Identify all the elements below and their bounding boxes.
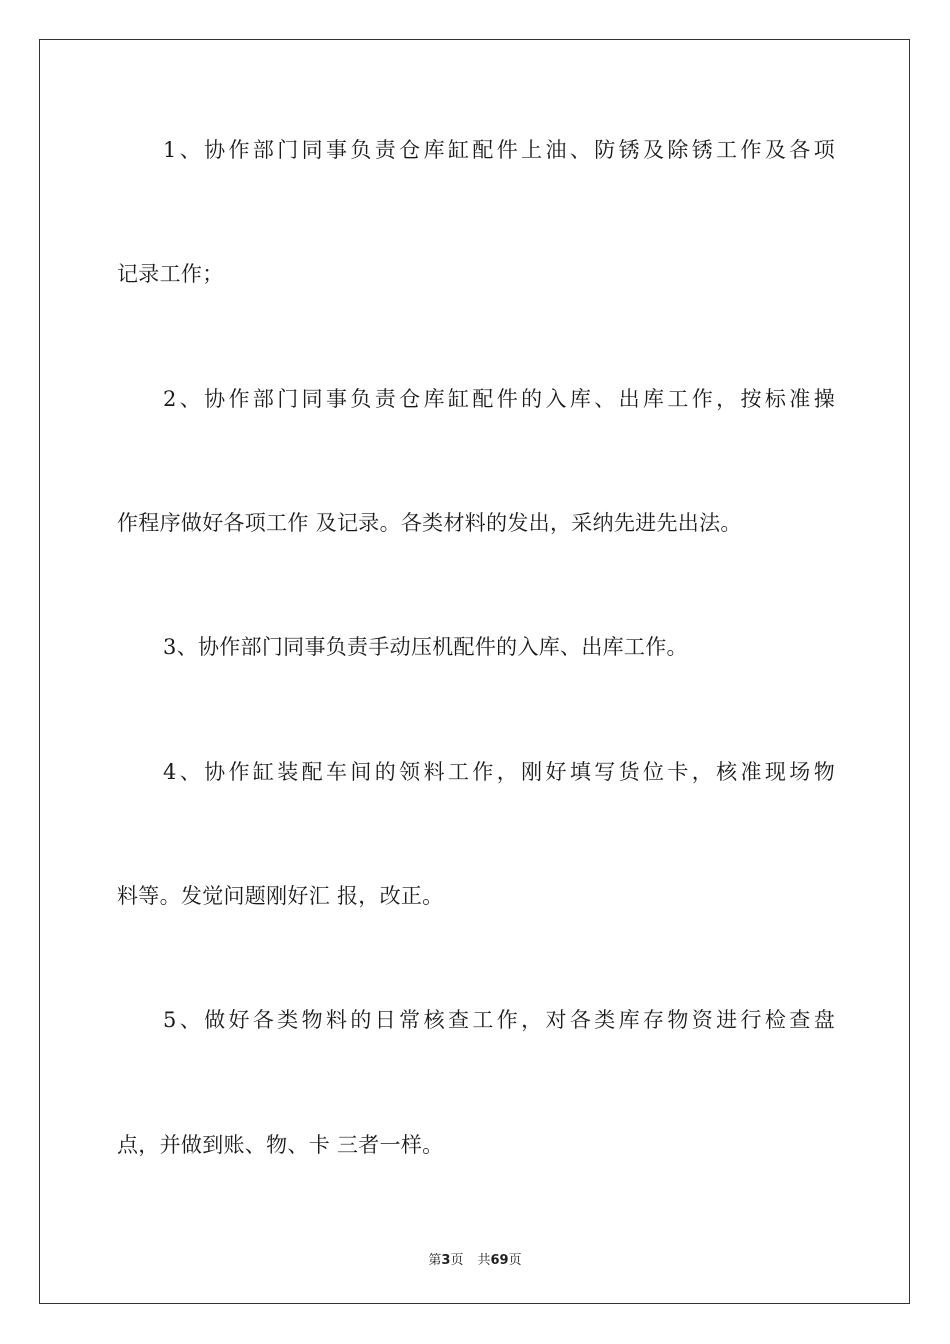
paragraph-4-line-1: 4、协作缸装配车间的领料工作，刚好填写货位卡，核准现场物 [163,760,835,784]
page-border [39,39,910,1304]
paragraph-2-line-1: 2、协作部门同事负责仓库缸配件的入库、出库工作，按标准操 [163,387,835,411]
paragraph-3-line-1: 3、协作部门同事负责手动压机配件的入库、出库工作。 [163,635,688,659]
paragraph-2-line-2: 作程序做好各项工作 及记录。各类材料的发出，采纳先进先出法。 [117,511,742,535]
paragraph-1-line-2: 记录工作； [117,262,224,286]
footer-total-suffix: 页 [508,1253,522,1268]
paragraph-5-line-2: 点，并做到账、物、卡 三者一样。 [117,1133,444,1157]
paragraph-5-line-1: 5、做好各类物料的日常核查工作，对各类库存物资进行检查盘 [163,1008,835,1032]
footer-total-pages: 69 [490,1253,509,1268]
footer-page-number: 3 [441,1253,451,1268]
footer-total-prefix: 共 [477,1253,491,1268]
page-footer [0,1249,950,1268]
paragraph-1-line-1: 1、协作部门同事负责仓库缸配件上油、防锈及除锈工作及各项 [163,138,835,162]
paragraph-4-line-2: 料等。发觉问题刚好汇 报，改正。 [117,884,444,908]
footer-page-prefix: 第 [428,1253,442,1268]
footer-page-suffix: 页 [450,1253,464,1268]
